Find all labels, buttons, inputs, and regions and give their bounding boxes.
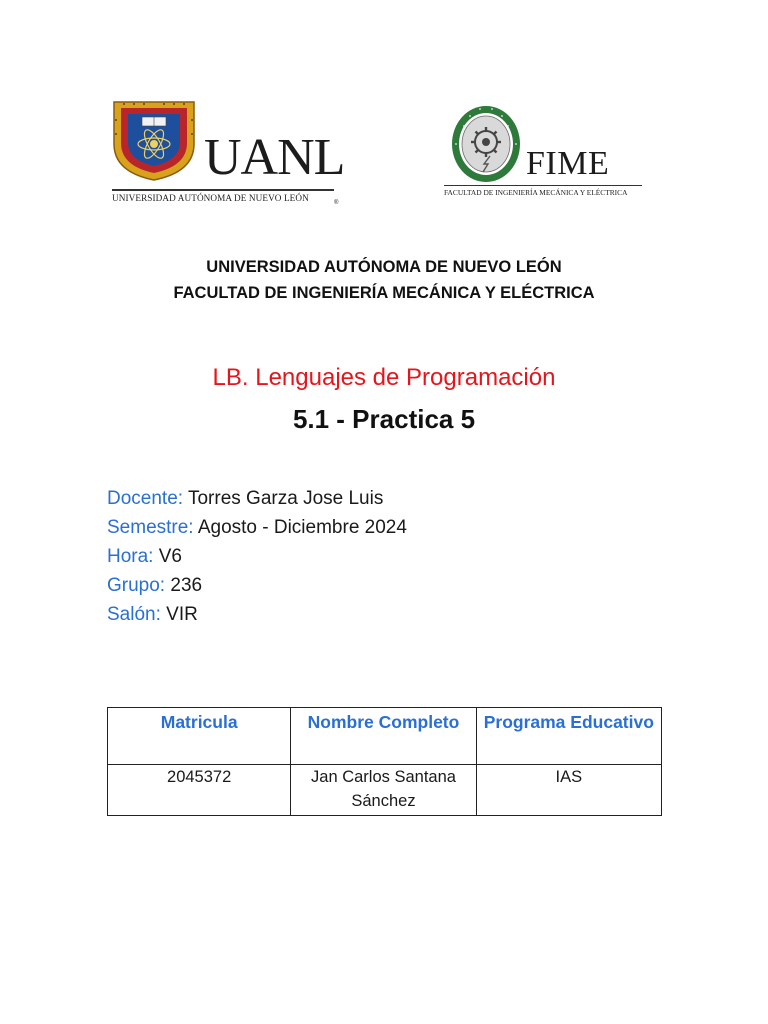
info-label: Docente: — [107, 488, 184, 509]
info-value: Torres Garza Jose Luis — [187, 488, 384, 509]
registered-mark-icon: ® — [334, 200, 339, 206]
course-title: LB. Lenguajes de Programación — [212, 364, 556, 391]
cell-matricula: 2045372 — [108, 765, 291, 816]
uanl-crest-icon — [110, 96, 198, 182]
column-header-nombre: Nombre Completo — [291, 708, 476, 765]
table-header-row — [108, 708, 662, 765]
info-label: Semestre: — [107, 517, 194, 538]
info-value: V6 — [158, 546, 182, 567]
fime-wordmark: FIME — [526, 145, 610, 182]
column-header-programa: Programa Educativo — [476, 708, 661, 765]
table-row — [108, 765, 662, 816]
info-row-docente — [107, 484, 667, 513]
uanl-divider — [112, 189, 334, 191]
info-row-salon — [107, 600, 667, 629]
uanl-subtitle: UNIVERSIDAD AUTÓNOMA DE NUEVO LEÓN — [112, 193, 309, 203]
fime-subtitle: FACULTAD DE INGENIERÍA MECÁNICA Y ELÉCTRICA — [444, 188, 628, 197]
info-row-grupo — [107, 571, 667, 600]
info-row-semestre — [107, 513, 667, 542]
fime-seal-icon — [450, 104, 522, 184]
student-table — [107, 707, 662, 816]
cell-nombre: Jan Carlos Santana Sánchez — [291, 765, 476, 816]
info-label: Grupo: — [107, 575, 166, 596]
fime-divider — [444, 185, 642, 186]
cell-programa: IAS — [476, 765, 661, 816]
info-value: VIR — [166, 604, 198, 625]
column-header-matricula: Matricula — [108, 708, 291, 765]
uanl-wordmark: UANL — [204, 129, 345, 186]
info-value: 236 — [170, 575, 203, 596]
info-label: Salón: — [107, 604, 161, 625]
practice-title: 5.1 - Practica 5 — [292, 404, 476, 434]
info-row-hora — [107, 542, 667, 571]
info-block — [107, 484, 667, 629]
fime-logo — [436, 96, 650, 212]
info-value: Agosto - Diciembre 2024 — [197, 517, 407, 538]
uanl-logo — [108, 96, 344, 212]
faculty-name: FACULTAD DE INGENIERÍA MECÁNICA Y ELÉCTRICA — [173, 284, 595, 302]
info-label: Hora: — [107, 546, 154, 567]
university-name: UNIVERSIDAD AUTÓNOMA DE NUEVO LEÓN — [206, 258, 562, 276]
